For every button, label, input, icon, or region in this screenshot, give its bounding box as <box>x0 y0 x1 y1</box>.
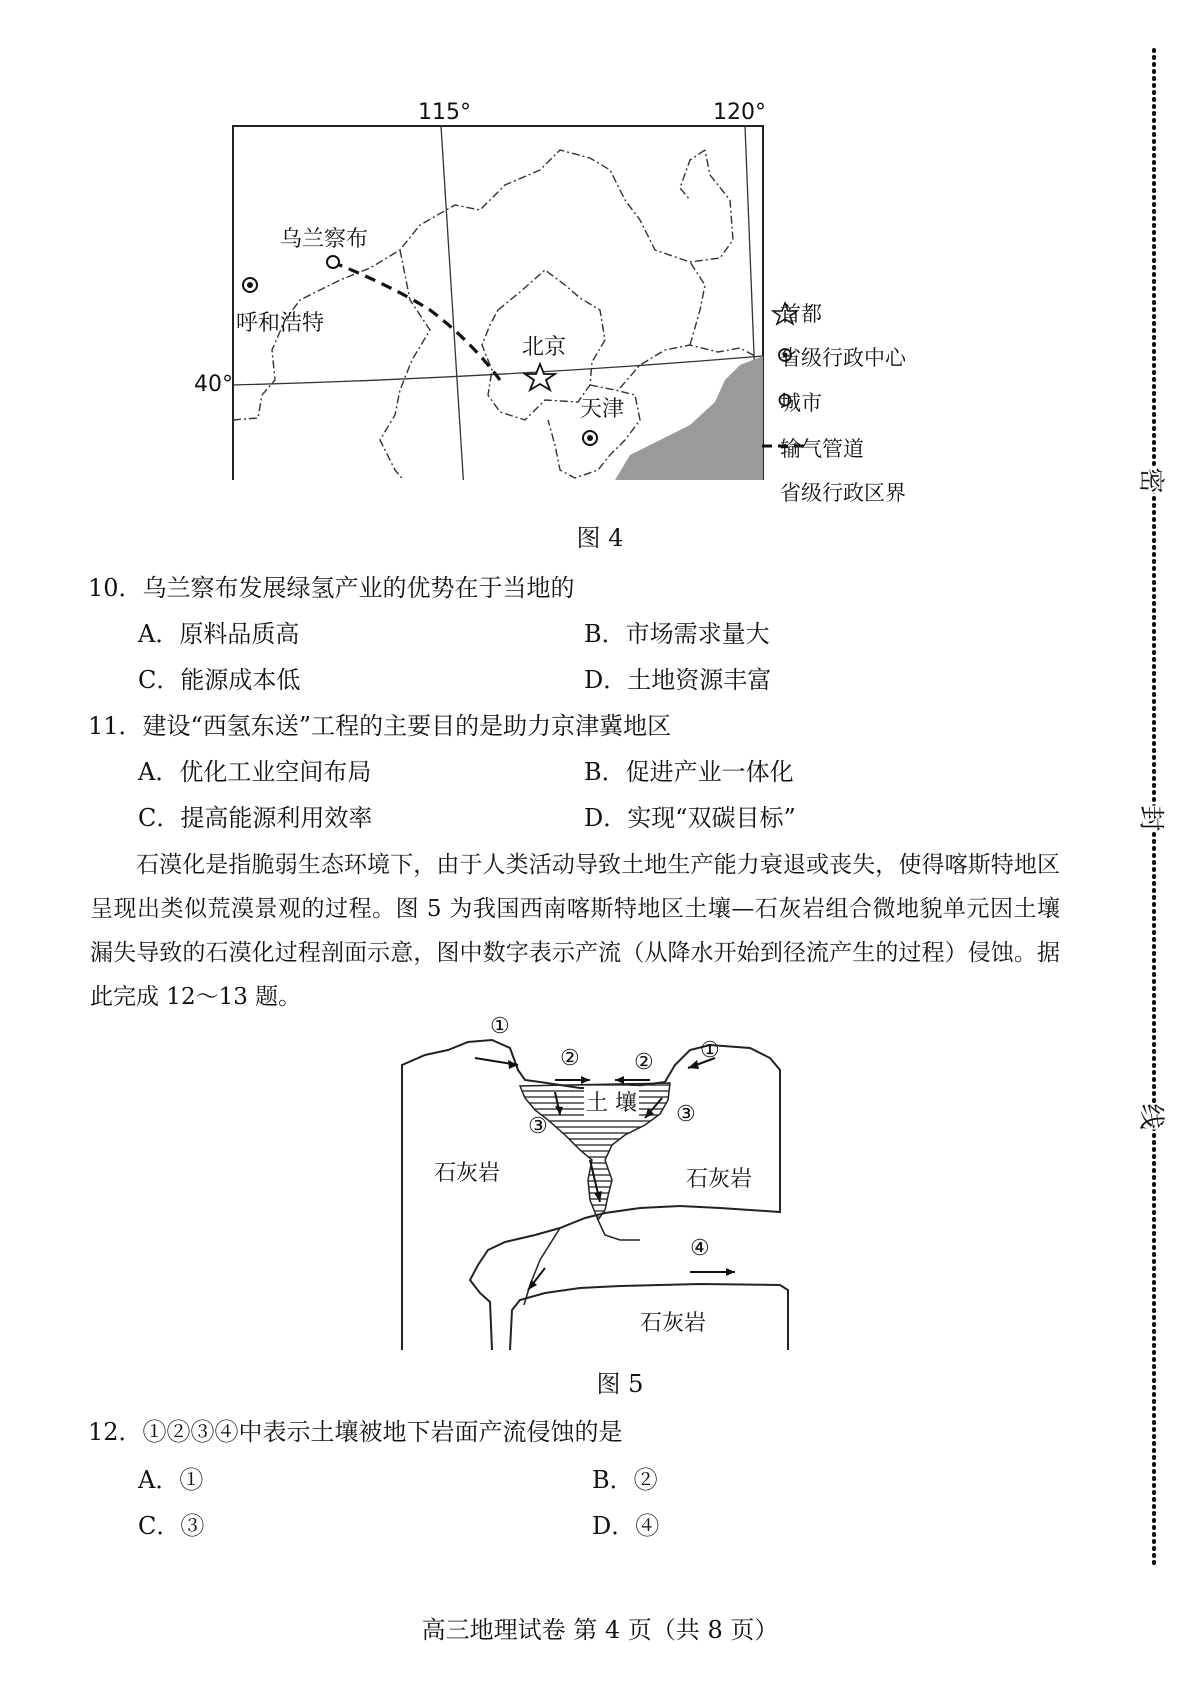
meridian-115 <box>441 126 465 480</box>
question-12-stem: 12．①②③④中表示土壤被地下岩面产流侵蚀的是 <box>88 1418 623 1446</box>
question-10-option-b: B．市场需求量大 <box>584 620 770 648</box>
label-2-right: ② <box>634 1050 654 1075</box>
tianjin-center-dot <box>587 435 593 441</box>
limestone-bottom-label: 石灰岩 <box>640 1311 707 1336</box>
page-footer: 高三地理试卷 第 4 页（共 8 页） <box>421 1616 779 1644</box>
question-11-option-c: C．提高能源利用效率 <box>138 804 373 832</box>
parallel-40 <box>233 356 763 385</box>
huhehaote-center-dot <box>247 282 253 288</box>
question-12-option-b: B．② <box>592 1466 658 1494</box>
legend-pipeline-label: 输气管道 <box>780 437 864 461</box>
beijing-star-icon <box>525 364 555 390</box>
passage-paragraph: 石漠化是指脆弱生态环境下，由于人类活动导致土地生产能力衰退或丧失，使得喀斯特地区呈现出类似荒漠景观的过程。图 5 为我国西南喀斯特地区土壤—石灰岩组合微地貌单元因土壤漏失导致的石漠化过程剖面示意，图中数字表示产流（从降水开始到径流产生的过程）侵蚀。据此完成 12～13 题。 <box>90 852 1060 1010</box>
question-11-stem: 11．建设“西氢东送”工程的主要目的是助力京津冀地区 <box>88 712 672 740</box>
seal-feng-char: 封 <box>1135 805 1172 831</box>
question-10-option-a: A．原料品质高 <box>138 620 300 648</box>
figure-4-caption: 图 4 <box>576 524 624 552</box>
label-1-right: ① <box>700 1038 720 1063</box>
karst-profile-svg <box>0 1010 1200 1350</box>
lat-40-label: 40° <box>194 372 233 397</box>
legend-city-label: 城市 <box>780 391 822 415</box>
legend-provincial-center-label: 省级行政中心 <box>780 346 906 370</box>
seal-dotted-line <box>1120 0 1200 1697</box>
figure-5-diagram <box>0 1010 1200 1350</box>
question-10-stem: 10．乌兰察布发展绿氢产业的优势在于当地的 <box>88 574 575 602</box>
lon-120-label: 120° <box>713 100 766 125</box>
question-11-option-b: B．促进产业一体化 <box>584 758 794 786</box>
label-3-right: ③ <box>676 1102 696 1127</box>
question-10-option-d: D．土地资源丰富 <box>584 666 772 694</box>
figure-4-map <box>0 0 1200 505</box>
question-11-option-a: A．优化工业空间布局 <box>138 758 372 786</box>
seal-xian-char: 线 <box>1135 1103 1172 1129</box>
seal-mi-char: 密 <box>1135 467 1172 493</box>
question-12-option-d: D．④ <box>592 1512 660 1540</box>
label-1-left: ① <box>490 1014 510 1039</box>
label-2-left: ② <box>560 1046 580 1071</box>
sea-area <box>610 356 763 480</box>
question-10-option-c: C．能源成本低 <box>138 666 301 694</box>
huhehaote-label: 呼和浩特 <box>236 311 325 336</box>
question-12-option-a: A．① <box>138 1466 204 1494</box>
beijing-label: 北京 <box>522 335 567 360</box>
wulanchabu-city-icon <box>327 256 339 268</box>
limestone-left-label: 石灰岩 <box>434 1161 501 1186</box>
label-3-left: ③ <box>528 1114 548 1139</box>
soil-label: 土 壤 <box>584 1086 639 1117</box>
legend-capital-label: 首都 <box>780 302 822 326</box>
question-11-option-d: D．实现“双碳目标” <box>584 804 796 832</box>
question-12-option-c: C．③ <box>138 1512 205 1540</box>
figure-5-caption: 图 5 <box>596 1370 644 1398</box>
wulanchabu-label: 乌兰察布 <box>280 227 369 252</box>
tianjin-label: 天津 <box>580 397 625 422</box>
limestone-right-label: 石灰岩 <box>686 1167 753 1192</box>
legend-boundary-label: 省级行政区界 <box>780 481 906 505</box>
gas-pipeline <box>332 262 500 380</box>
label-4: ④ <box>690 1236 710 1261</box>
lon-115-label: 115° <box>418 100 471 125</box>
